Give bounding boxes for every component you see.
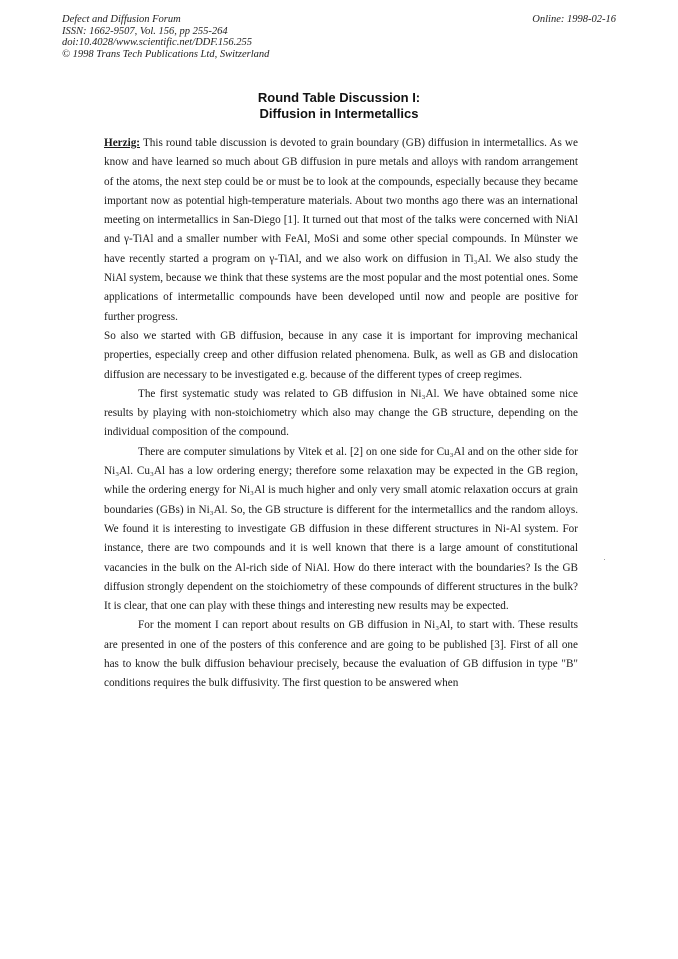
body-text	[104, 134, 578, 694]
copyright-line: © 1998 Trans Tech Publications Ltd, Switzerland	[62, 48, 270, 60]
publication-info	[62, 14, 269, 60]
title-line-2: Diffusion in Intermetallics	[259, 106, 419, 121]
journal-name: Defect and Diffusion Forum	[62, 14, 181, 25]
paragraph-4: There are computer simulations by Vitek et al. [2] on one side for Cu₃Al and on the other side for Ni₃Al. Cu₃Al has a low ordering energy; therefore some relaxation may be expected in the GB region, while the ordering energy for Ni₃Al is much higher and only very small atomic relaxation occurs at grain boundaries (GBs) in Ni₃Al. So, the GB structure is different for the intermetallics and the random alloys. We found it is interesting to investigate GB diffusion in these different structures in Ni-Al system. For instance, there are two compounds and it is well known that there is a large amount of constitutional vacancies in the bulk on the Al-rich side of NiAl. How do there interact with the boundaries? Is the GB diffusion strongly dependent on the stoichiometry of these compounds of different structures in the bulk? It is clear, that one can play with these things and interesting new results may be expected.	[104, 445, 578, 613]
title-line-1: Round Table Discussion I:	[257, 90, 421, 105]
scan-speck	[604, 559, 605, 560]
paper-title	[0, 90, 678, 122]
paragraph-5: For the moment I can report about results on GB diffusion in Ni₃Al, to start with. These results are presented in one of the posters of this conference and are going to be published [3]. First of all one has to know the bulk diffusion behaviour precisely, because the evaluation of GB diffusion in type "B" conditions requires the bulk diffusivity. The first question to be answered when	[104, 619, 578, 690]
paragraph-2: So also we started with GB diffusion, because in any case it is important for improving mechanical properties, especially creep and other diffusion related phenomena. Bulk, as well as GB and dislocation diffusion are necessary to be investigated e.g. because of the different types of creep regimes.	[104, 329, 578, 381]
paragraph-1-text: This round table discussion is devoted to grain boundary (GB) diffusion in intermetallics. As we know and have learned so much about GB diffusion in pure metals and alloys with random arrangement of the atoms, the next step could be or must be to look at the compounds, especially because they became important now as potential high-temperature materials. About two months ago there was an international meeting on intermetallics in San-Diego [1]. It turned out that most of the talks were concerned with NiAl and γ-TiAl and a smaller number with FeAl, MoSi and some other special compounds. In Münster we have recently started a program on γ-TiAl, and we also work on diffusion in Ti₃Al. We also study the NiAl system, because we think that these systems are the most popular and the most potential ones. Some applications of intermetallic compounds have been developed until now and people are positive for further progress.	[104, 137, 578, 323]
doi-line[interactable]: doi:10.4028/www.scientific.net/DDF.156.255	[62, 37, 253, 48]
paragraph-3: The first systematic study was related to GB diffusion in Ni₃Al. We have obtained some nice results by playing with non-stoichiometry which also may change the GB structure, depending on the individual composition of the compound.	[104, 387, 578, 439]
paragraph-1	[104, 134, 578, 327]
issn-line: ISSN: 1662-9507, Vol. 156, pp 255-264	[62, 25, 228, 37]
online-date: Online: 1998-02-16	[532, 14, 616, 25]
speaker-name: Herzig:	[104, 137, 141, 149]
